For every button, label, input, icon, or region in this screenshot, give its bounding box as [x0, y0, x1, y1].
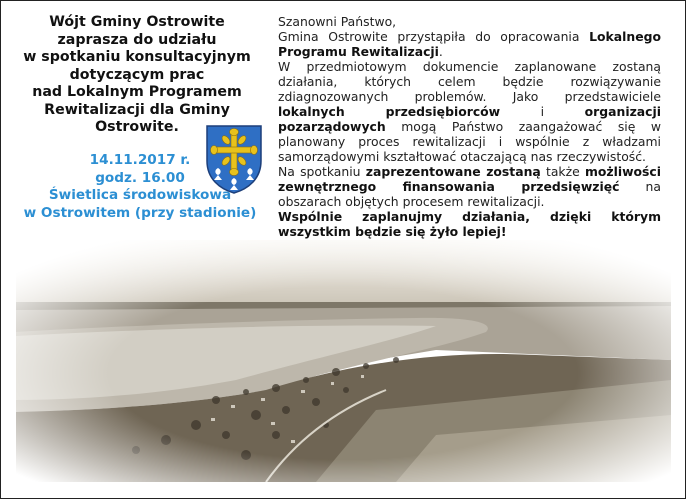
- invitation-line: dotyczącym prac: [69, 66, 205, 83]
- closing-statement: Wspólnie zaplanujmy działania, dzięki którym wszystkim będzie się żyło lepiej!: [278, 209, 661, 239]
- event-time: godz. 16.00: [95, 169, 185, 186]
- event-details: [10, 152, 270, 222]
- invitation-block: [12, 14, 262, 137]
- invitation-line: nad Lokalnym Programem: [32, 84, 242, 100]
- aerial-landscape-photo: [16, 240, 671, 482]
- invitation-line: Wójt Gminy Ostrowite: [49, 14, 225, 30]
- invitation-line: Rewitalizacji dla Gminy: [44, 101, 230, 118]
- salutation: Szanowni Państwo,: [278, 14, 397, 29]
- letter-paragraph: Na spotkaniu zaprezentowane zostaną także możliwości zewnętrznego finansowania przedsięwzięć na obszarach objętych procesem rewitalizacji.: [278, 164, 661, 209]
- event-place-detail: w Ostrowitem (przy stadionie): [23, 204, 257, 221]
- invitation-line: w spotkaniu konsultacyjnym: [23, 49, 251, 65]
- letter-paragraph: Gmina Ostrowite przystąpiła do opracowania Lokalnego Programu Rewitalizacji.: [278, 29, 661, 59]
- event-place: Świetlica środowiskowa: [48, 187, 232, 203]
- event-date: 14.11.2017 r.: [89, 152, 191, 168]
- letter-text: [278, 14, 661, 239]
- invitation-line: zaprasza do udziału: [57, 31, 217, 48]
- invitation-text: [12, 14, 262, 137]
- letter-paragraph: W przedmiotowym dokumencie zaplanowane zostaną działania, których celem będzie rozwiązywanie zdiagnozowanych problemów. Jako przedstawiciele lokalnych przedsiębiorców i organizacji pozarządowych mogą Państwo zaangażować się w planowany proces rewitalizacji i wspólnie z władzami samorządowymi kształtować otaczającą nas rzeczywistość.: [278, 59, 661, 164]
- invitation-line: Ostrowite.: [95, 119, 179, 135]
